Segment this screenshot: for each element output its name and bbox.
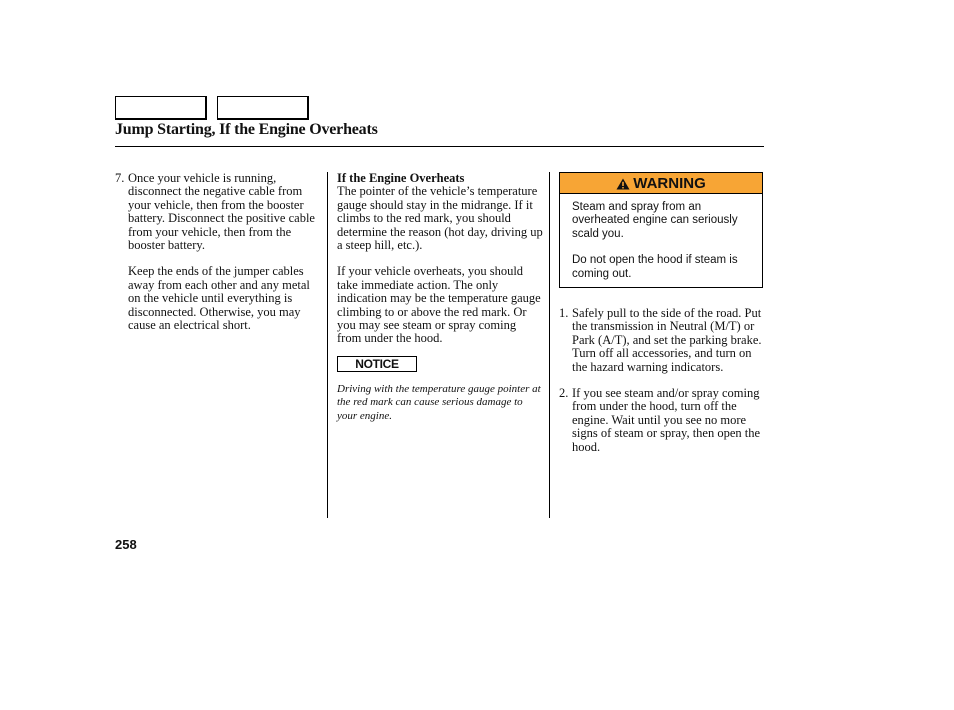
section-subheading: If the Engine Overheats bbox=[337, 171, 465, 185]
overheat-paragraph: If your vehicle overheats, you should take immediate action. The only indication may be the temperature gauge climbing to or above the red mark. Or you may see steam or spray coming from under the hood. bbox=[337, 264, 541, 346]
column-divider-1 bbox=[327, 172, 328, 518]
jumper-cable-paragraph: Keep the ends of the jumper cables away from each other and any metal on the vehicle until everything is disconnected. Otherwise, you may cause an electrical short. bbox=[128, 264, 310, 333]
list-text: If you see steam and/or spray coming from under the hood, turn off the engine. Wait until you see no more signs of steam or spray, then open the hood. bbox=[572, 386, 761, 454]
nav-tab-2[interactable] bbox=[217, 96, 309, 120]
warning-box bbox=[559, 172, 763, 288]
column-left bbox=[115, 172, 321, 332]
warning-triangle-icon bbox=[616, 177, 630, 189]
gauge-paragraph: The pointer of the vehicle’s temperature gauge should stay in the midrange. If it climbs to the red mark, you should determine the reason (hot day, driving up a steep hill, etc.). bbox=[337, 184, 543, 253]
list-number: 1. bbox=[559, 306, 569, 321]
nav-tab-1[interactable] bbox=[115, 96, 207, 120]
list-item-2 bbox=[559, 387, 764, 454]
notice-badge: NOTICE bbox=[337, 356, 417, 372]
warning-text-1: Steam and spray from an overheated engine can seriously scald you. bbox=[572, 201, 738, 240]
warning-text-2: Do not open the hood if steam is coming out. bbox=[572, 254, 738, 280]
title-divider bbox=[115, 146, 764, 147]
notice-text: Driving with the temperature gauge pointer at the red mark can cause serious damage to your engine. bbox=[337, 382, 541, 422]
list-text: Safely pull to the side of the road. Put the transmission in Neutral (M/T) or Park (A/T), and set the parking brake. Turn off all accessories, and turn on the hazard warning indicators. bbox=[572, 306, 762, 374]
list-number: 7. bbox=[115, 171, 125, 185]
page-title: Jump Starting, If the Engine Overheats bbox=[115, 121, 378, 138]
list-item-1 bbox=[559, 307, 764, 374]
list-number: 2. bbox=[559, 386, 569, 401]
warning-label: WARNING bbox=[633, 174, 706, 192]
page-number: 258 bbox=[115, 537, 137, 552]
column-divider-2 bbox=[549, 172, 550, 518]
column-right bbox=[559, 172, 764, 454]
list-text: Once your vehicle is running, disconnect the negative cable from your vehicle, then from the booster battery. Disconnect the positive cable from your vehicle, then from the booster battery. bbox=[128, 171, 315, 253]
warning-header bbox=[560, 173, 762, 194]
list-item-7 bbox=[115, 172, 321, 252]
warning-body bbox=[560, 194, 762, 287]
column-middle bbox=[337, 172, 543, 434]
